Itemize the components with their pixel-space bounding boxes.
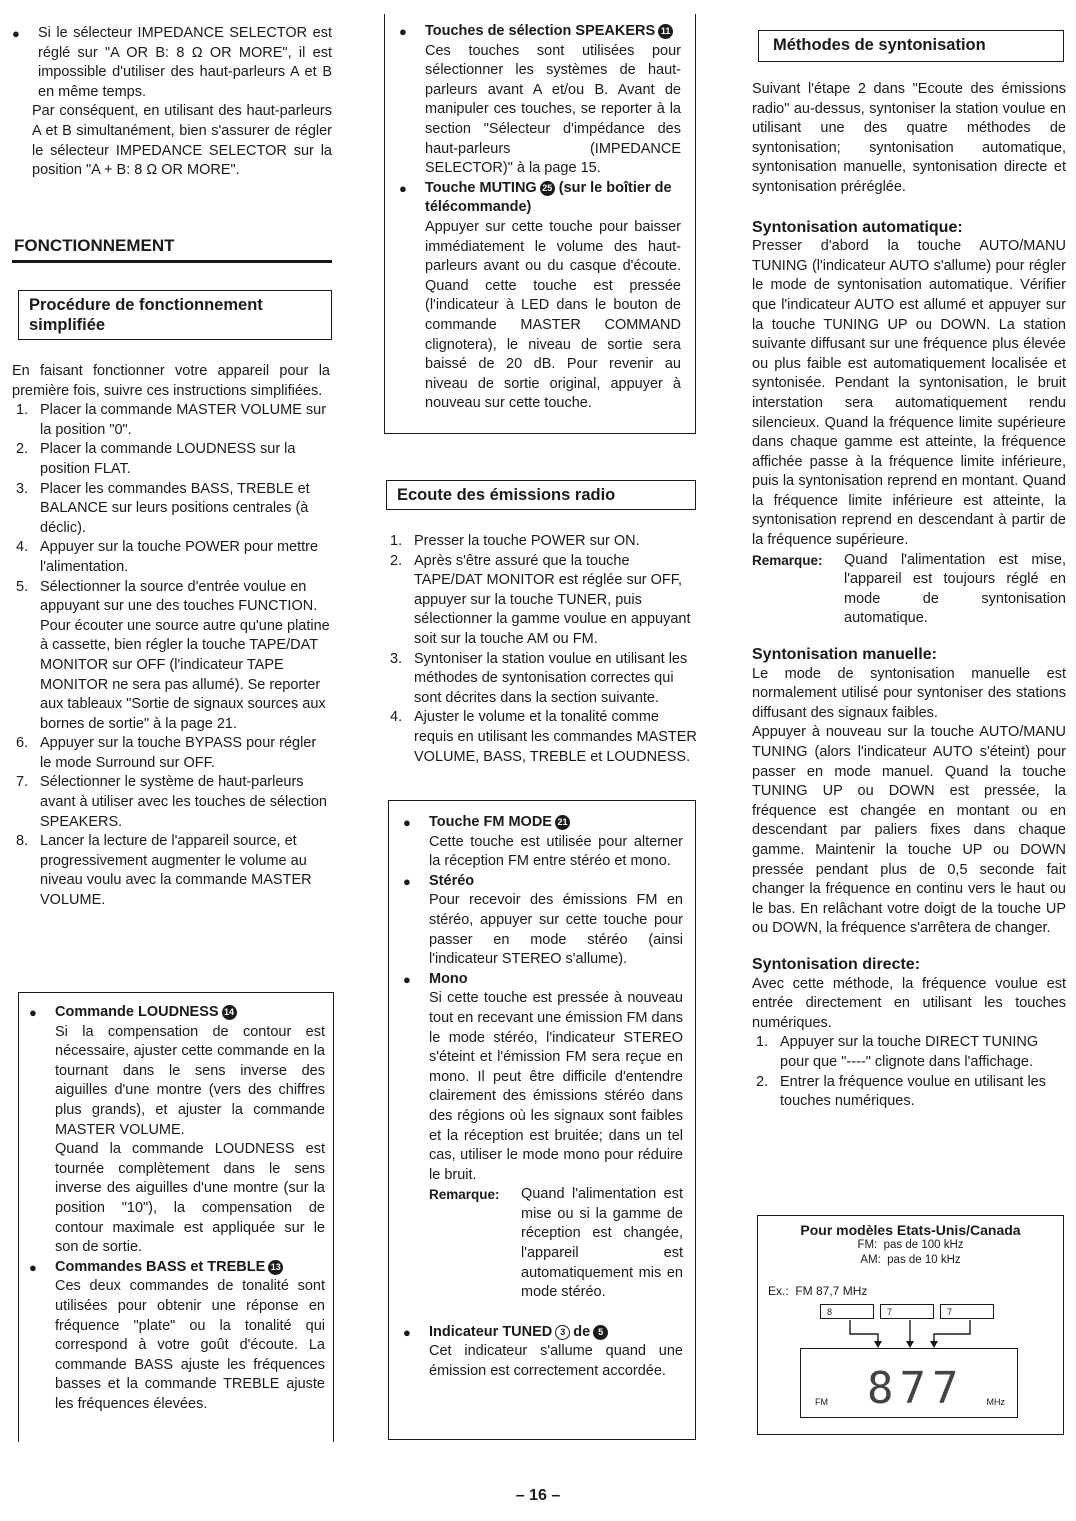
numeric-key-button: 7 bbox=[940, 1304, 994, 1319]
number-badge-icon: 5 bbox=[593, 1325, 608, 1340]
page-number: – 16 – bbox=[515, 1487, 561, 1504]
speakers-text: Ces touches sont utilisées pour sélectionner les systèmes de haut-parleurs avant A et/ou B. Avant de manipuler ces touches, se reporter à la section "Sélecteur d'impédance des haut-parleurs (IMPEDANCE SELECTOR)" à la page 15. bbox=[425, 42, 681, 177]
list-item: 2. Entrer la fréquence voulue en utilisant les touches numériques. bbox=[756, 1073, 1046, 1110]
box-title-methods: Méthodes de syntonisation bbox=[758, 30, 1064, 62]
loudness-text-2: Quand la commande LOUDNESS est tournée complètement dans le sens inverse des aiguilles d'une montre (sur la position "10"), la compensation de contour maximale est appliquée sur le son de sortie. bbox=[55, 1141, 325, 1256]
loudness-item bbox=[29, 1003, 325, 1258]
speakers-heading: ● Touches de sélection SPEAKERS 11 bbox=[425, 22, 681, 42]
model-example-box bbox=[757, 1215, 1064, 1435]
display-unit: MHz bbox=[986, 1397, 1005, 1407]
list-item: Pour écouter une source autre qu'une platine à cassette, bien régler la touche TAPE/DAT MONITOR sur OFF (l'indicateur TAPE MONITOR ne sera pas allumé). Se reporter aux tableaux "Sortie de signaux sources aux bornes de sortie" à la page 21. bbox=[40, 617, 330, 732]
muting-text: Appuyer sur cette touche pour baisser immédiatement le volume des haut-parleurs avant ou du casque d'écoute. Quand cette touche est pressée (l'indicateur à LED dans le bouton de commande MASTER COMMAND clignotera), le niveau de sortie sera baissé de 20 dB. Pour revenir au niveau de sortie original, appuyer à nouveau sur cette touche. bbox=[425, 218, 681, 412]
radio-steps-wrap bbox=[386, 532, 698, 767]
list-item: 3. Syntoniser la station voulue en utilisant les méthodes de syntonisation correctes qui sont décrites dans la section suivante. bbox=[390, 650, 688, 706]
example-row: Ex.: FM 87,7 MHz bbox=[768, 1284, 868, 1298]
stereo-heading: ● Stéréo bbox=[429, 872, 475, 889]
remark-label: Remarque: bbox=[752, 552, 823, 568]
model-title: Pour modèles Etats-Unis/Canada bbox=[800, 1222, 1021, 1238]
muting-item bbox=[399, 179, 681, 414]
list-item: 2. Placer la commande LOUDNESS sur la position FLAT. bbox=[16, 441, 296, 477]
impedance-note bbox=[12, 24, 332, 181]
impedance-paragraph: Par conséquent, en utilisant des haut-parleurs A et B simultanément, bien s'assurer de régler le sélecteur IMPEDANCE SELECTOR sur la position "A + B: 8 Ω OR MORE". bbox=[32, 103, 332, 179]
mono-heading: ● Mono bbox=[429, 970, 468, 987]
box-title-procedure: Procédure de fonctionnement simplifiée bbox=[18, 290, 332, 340]
radio-steps bbox=[386, 532, 698, 767]
list-item: 6. Appuyer sur la touche BYPASS pour régler le mode Surround sur OFF. bbox=[16, 735, 317, 771]
mono-item bbox=[403, 970, 683, 1303]
remark-text: Quand l'alimentation est mise ou si la gamme de réception est changée, l'appareil est automatiquement mis en mode stéréo. bbox=[521, 1186, 683, 1301]
auto-text: Presser d'abord la touche AUTO/MANU TUNING (l'indicateur AUTO s'allume) pour régler le mode de syntonisation automatique. Vérifier que l'indicateur AUTO est allumé et appuyer sur la touche TUNING UP ou DOWN. La station suivante diffusant sur une fréquence plus élevée ou plus faible est automatiquement localisée et syntonisée. Pendant la syntonisation, le bruit interstation sera automatiquement rendu silencieux. Quand la fréquence limite supérieure dans chaque gamme est atteinte, la fréquence affichée passe à la fréquence limite inférieure, puis la syntonisation reprend en montant. Quand la fréquence limite inférieure est atteinte, la syntonisation reprend en descendant à partir de la fréquence supérieure. bbox=[752, 238, 1066, 549]
section-rule bbox=[12, 260, 332, 263]
direct-text: Avec cette méthode, la fréquence voulue est entrée directement en utilisant les touches numériques. bbox=[752, 975, 1066, 1031]
display-digits: 877 bbox=[867, 1363, 965, 1414]
tuned-text: Cet indicateur s'allume quand une émission est correctement accordée. bbox=[429, 1343, 683, 1380]
impedance-bullet: ● Si le sélecteur IMPEDANCE SELECTOR est réglé sur "A OR B: 8 Ω OR MORE", il est impossible d'utiliser des haut-parleurs A et B en même temps. bbox=[12, 24, 332, 102]
stereo-text: Pour recevoir des émissions FM en stéréo, appuyer sur cette touche pour passer en mode stéréo (ainsi l'indicateur STEREO s'allume). bbox=[429, 892, 683, 968]
list-item: 1. Appuyer sur la touche DIRECT TUNING pour que "----" clignote dans l'affichage. bbox=[756, 1034, 1039, 1070]
number-badge-icon: 13 bbox=[268, 1260, 283, 1275]
loudness-box bbox=[18, 992, 334, 1442]
mono-text: Si cette touche est pressée à nouveau tout en recevant une émission FM dans le mode stéréo, l'indicateur STEREO s'éteint et l'émission FM sera reçue en mono. Il peut être difficile d'entendre clairement des émissions stéréo dans des régions où les signaux sont faibles et la réception est bruitée; dans un tel cas, utiliser le mode mono pour réduire le bruit. bbox=[429, 990, 683, 1183]
list-item: 2. Après s'être assuré que la touche TAPE/DAT MONITOR est réglée sur OFF, appuyer sur la touche TUNER, puis sélectionner la gamme voulue en appuyant soit sur la touche AM ou FM. bbox=[390, 552, 691, 647]
fm-mode-heading: ● Touche FM MODE 21 bbox=[429, 813, 683, 833]
methods-text bbox=[752, 80, 1066, 1112]
list-item: 7. Sélectionner le système de haut-parleurs avant à utiliser avec les touches de sélection SPEAKERS. bbox=[16, 774, 327, 830]
box-title-radio: Ecoute des émissions radio bbox=[386, 480, 696, 510]
numeric-key-button: 7 bbox=[880, 1304, 934, 1319]
speakers-item bbox=[399, 22, 681, 179]
remark-auto bbox=[752, 551, 1066, 629]
tuned-heading: ● Indicateur TUNED 3 de 5 bbox=[429, 1323, 683, 1343]
bass-treble-item bbox=[29, 1258, 325, 1415]
fm-mode-box bbox=[388, 800, 696, 1440]
list-item: 1. Placer la commande MASTER VOLUME sur la position "0". bbox=[16, 402, 327, 438]
procedure-intro: En faisant fonctionner votre appareil pour la première fois, suivre ces instructions simplifiées. bbox=[12, 363, 330, 399]
list-item: 1. Presser la touche POWER sur ON. bbox=[390, 533, 640, 549]
bass-treble-heading: ● Commandes BASS et TREBLE 13 bbox=[55, 1258, 325, 1278]
list-item: 3. Placer les commandes BASS, TREBLE et BALANCE sur leurs positions centrales (à déclic). bbox=[16, 480, 310, 536]
remark-stereo bbox=[429, 1185, 683, 1303]
bass-treble-text: Ces deux commandes de tonalité sont utilisées pour obtenir une réponse en fréquence "plate" ou la tonalité qui correspond à votre goût d'écoute. La commande BASS ajuste les fréquences basses et la commande TREBLE ajuste les fréquences élevées. bbox=[55, 1278, 325, 1412]
display-band: FM bbox=[815, 1397, 828, 1407]
methods-intro: Suivant l'étape 2 dans "Ecoute des émissions radio" au-dessus, syntoniser la station voulue en utilisant une des quatre méthodes de syntonisation; syntonisation automatique, syntonisation manuelle, syntonisation directe et syntonisation préréglée. bbox=[752, 81, 1066, 195]
number-badge-icon: 11 bbox=[658, 24, 673, 39]
manual-title: Syntonisation manuelle: bbox=[752, 646, 937, 664]
number-badge-icon: 25 bbox=[540, 181, 555, 196]
direct-steps bbox=[752, 1033, 1066, 1111]
procedure-text bbox=[12, 362, 330, 911]
speakers-box bbox=[384, 14, 696, 434]
numeric-key-button: 8 bbox=[820, 1304, 874, 1319]
remark-text: Quand l'alimentation est mise, l'appareil est toujours réglé en mode de syntonisation automatique. bbox=[844, 551, 1066, 627]
am-step-row: AM: pas de 10 kHz bbox=[860, 1254, 961, 1266]
list-item: 8. Lancer la lecture de l'appareil source, et progressivement augmenter le volume au niveau voulu avec la commande MASTER VOLUME. bbox=[16, 833, 312, 909]
procedure-steps bbox=[12, 401, 330, 910]
frequency-display bbox=[800, 1348, 1018, 1418]
section-title-fonctionnement: FONCTIONNEMENT bbox=[14, 236, 175, 255]
manual-text-1: Le mode de syntonisation manuelle est normalement utilisé pour syntoniser des stations diffusant des signaux faibles. bbox=[752, 665, 1066, 721]
number-badge-icon: 21 bbox=[555, 815, 570, 830]
muting-heading: ● Touche MUTING 25 (sur le boîtier de télécommande) bbox=[425, 179, 672, 216]
auto-title: Syntonisation automatique: bbox=[752, 218, 963, 236]
number-badge-icon: 3 bbox=[555, 1325, 570, 1340]
list-item: 4. Ajuster le volume et la tonalité comme requis en utilisant les commandes MASTER VOLUME, BASS, TREBLE et LOUDNESS. bbox=[390, 709, 697, 765]
fm-mode-item bbox=[403, 813, 683, 872]
manual-text-2: Appuyer à nouveau sur la touche AUTO/MANU TUNING (alors l'indicateur AUTO s'éteint) pour passer en mode manuel. Quand la touche TUNING UP ou DOWN est pressée, la fréquence est changée en montant ou en descendant par paliers fixes dans chaque gamme. Maintenir la touche UP ou DOWN pressée pendant plus de 0,5 seconde fait changer la fréquence en continu vers le haut ou le bas. En relâchant votre doigt de la touche UP ou DOWN, la fréquence s'arrêtera de changer. bbox=[752, 724, 1066, 937]
list-item: 4. Appuyer sur la touche POWER pour mettre l'alimentation. bbox=[16, 539, 319, 575]
fm-mode-text: Cette touche est utilisée pour alterner la réception FM entre stéréo et mono. bbox=[429, 833, 683, 870]
loudness-heading: ● Commande LOUDNESS 14 bbox=[55, 1003, 325, 1023]
number-badge-icon: 14 bbox=[222, 1005, 237, 1020]
direct-title: Syntonisation directe: bbox=[752, 955, 921, 973]
stereo-item bbox=[403, 872, 683, 970]
fm-step-row: FM: pas de 100 kHz bbox=[857, 1239, 964, 1251]
tuned-item bbox=[403, 1323, 683, 1382]
loudness-text-1: Si la compensation de contour est nécessaire, ajuster cette commande en la tournant dans le sens inverse des aiguilles d'une montre (vers des chiffres plus grands), et ajuster la commande MASTER VOLUME. bbox=[55, 1023, 325, 1138]
list-item: 5. Sélectionner la source d'entrée voulue en appuyant sur une des touches FUNCTION. bbox=[16, 578, 318, 615]
remark-label: Remarque: bbox=[429, 1187, 500, 1203]
